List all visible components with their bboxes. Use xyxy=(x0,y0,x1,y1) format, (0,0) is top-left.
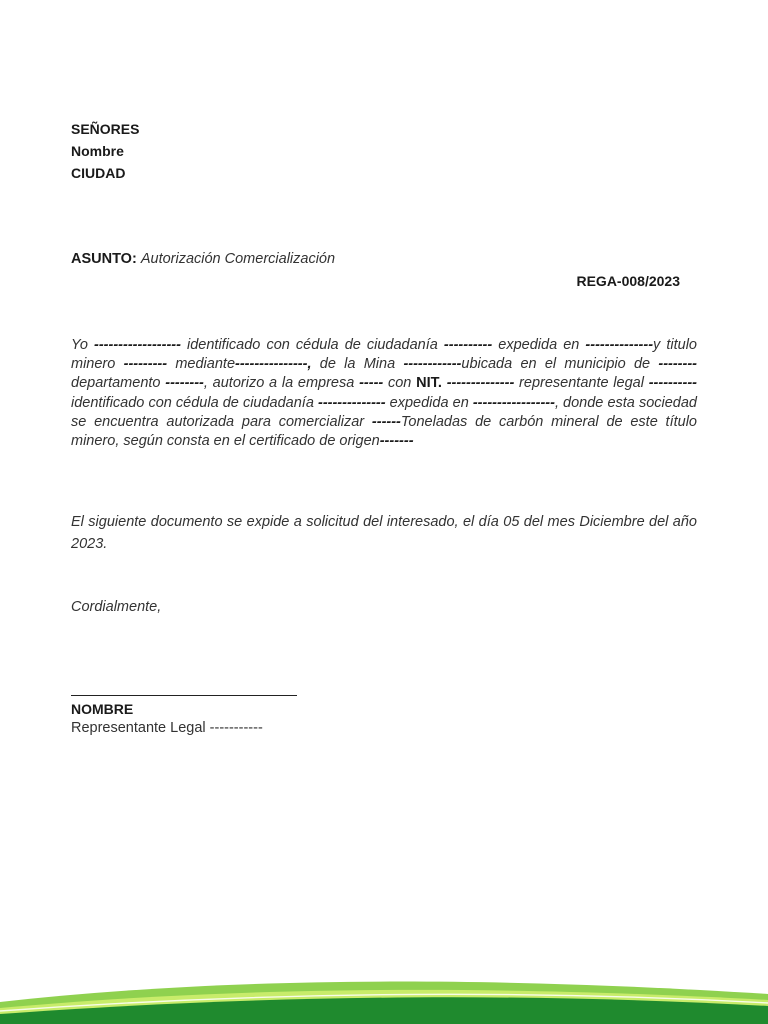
signature-line xyxy=(71,695,297,696)
blank-field: -------------- xyxy=(585,337,654,353)
text-run: con xyxy=(383,375,417,392)
text-run: identificado con cédula de ciudadanía xyxy=(180,337,444,353)
text-run: identificado con cédula de ciudadanía xyxy=(71,394,318,411)
authorization-paragraph xyxy=(71,336,697,451)
text-run: departamento xyxy=(71,375,166,392)
addressee-line-senores: SEÑORES xyxy=(71,121,140,137)
blank-field: -------------- xyxy=(317,394,386,411)
text-run: de la Mina xyxy=(311,356,404,373)
text-run: , donde esta sociedad se encuentra autorizada para comercializar xyxy=(71,394,697,430)
text-run: y titulo minero xyxy=(71,337,697,373)
blank-field: ------ xyxy=(371,413,401,430)
text-run: ubicada en el municipio de xyxy=(461,356,659,373)
blank-field: ----- xyxy=(359,375,384,392)
signatory-name: NOMBRE xyxy=(71,701,134,717)
blank-field: ----------------- xyxy=(472,394,555,411)
addressee-line-ciudad: CIUDAD xyxy=(71,165,126,181)
subject-line xyxy=(71,249,335,269)
text-run: expedida en xyxy=(492,337,586,353)
issuance-paragraph: El siguiente documento se expide a solicitud del interesado, el día 05 del mes Diciembre del año 2023. xyxy=(71,514,697,552)
text-run: Yo xyxy=(71,337,95,353)
blank-field: -------------- xyxy=(446,375,515,392)
addressee-line-nombre: Nombre xyxy=(71,143,124,159)
blank-field: --------- xyxy=(123,356,168,373)
text-run: , autorizo a la empresa xyxy=(203,375,360,392)
text-run: representante legal xyxy=(514,375,649,392)
footer-wave-decoration xyxy=(0,964,768,1024)
blank-field: ---------- xyxy=(648,375,697,392)
blank-field: ------------ xyxy=(403,356,462,373)
blank-field: ------- xyxy=(379,433,414,450)
text-run: mediante xyxy=(167,356,236,373)
blank-field: -------- xyxy=(165,375,204,392)
text-run: Toneladas de carbón mineral de este título minero, según consta en el certificado de origen xyxy=(71,413,697,450)
blank-field: -------- xyxy=(658,356,697,373)
closing-salutation: Cordialmente, xyxy=(71,599,162,615)
text-run: expedida en xyxy=(385,394,473,411)
blank-field: ------------------ xyxy=(94,337,181,353)
reference-number: REGA-008/2023 xyxy=(576,273,680,289)
blank-field: ---------------, xyxy=(235,356,312,373)
subject-value: Autorización Comercialización xyxy=(140,251,336,267)
nit-label: NIT. xyxy=(416,375,442,392)
addressee-block xyxy=(71,118,139,184)
subject-label: ASUNTO: xyxy=(71,251,137,267)
blank-field: ---------- xyxy=(443,337,493,353)
signatory-role: Representante Legal ----------- xyxy=(71,720,263,736)
